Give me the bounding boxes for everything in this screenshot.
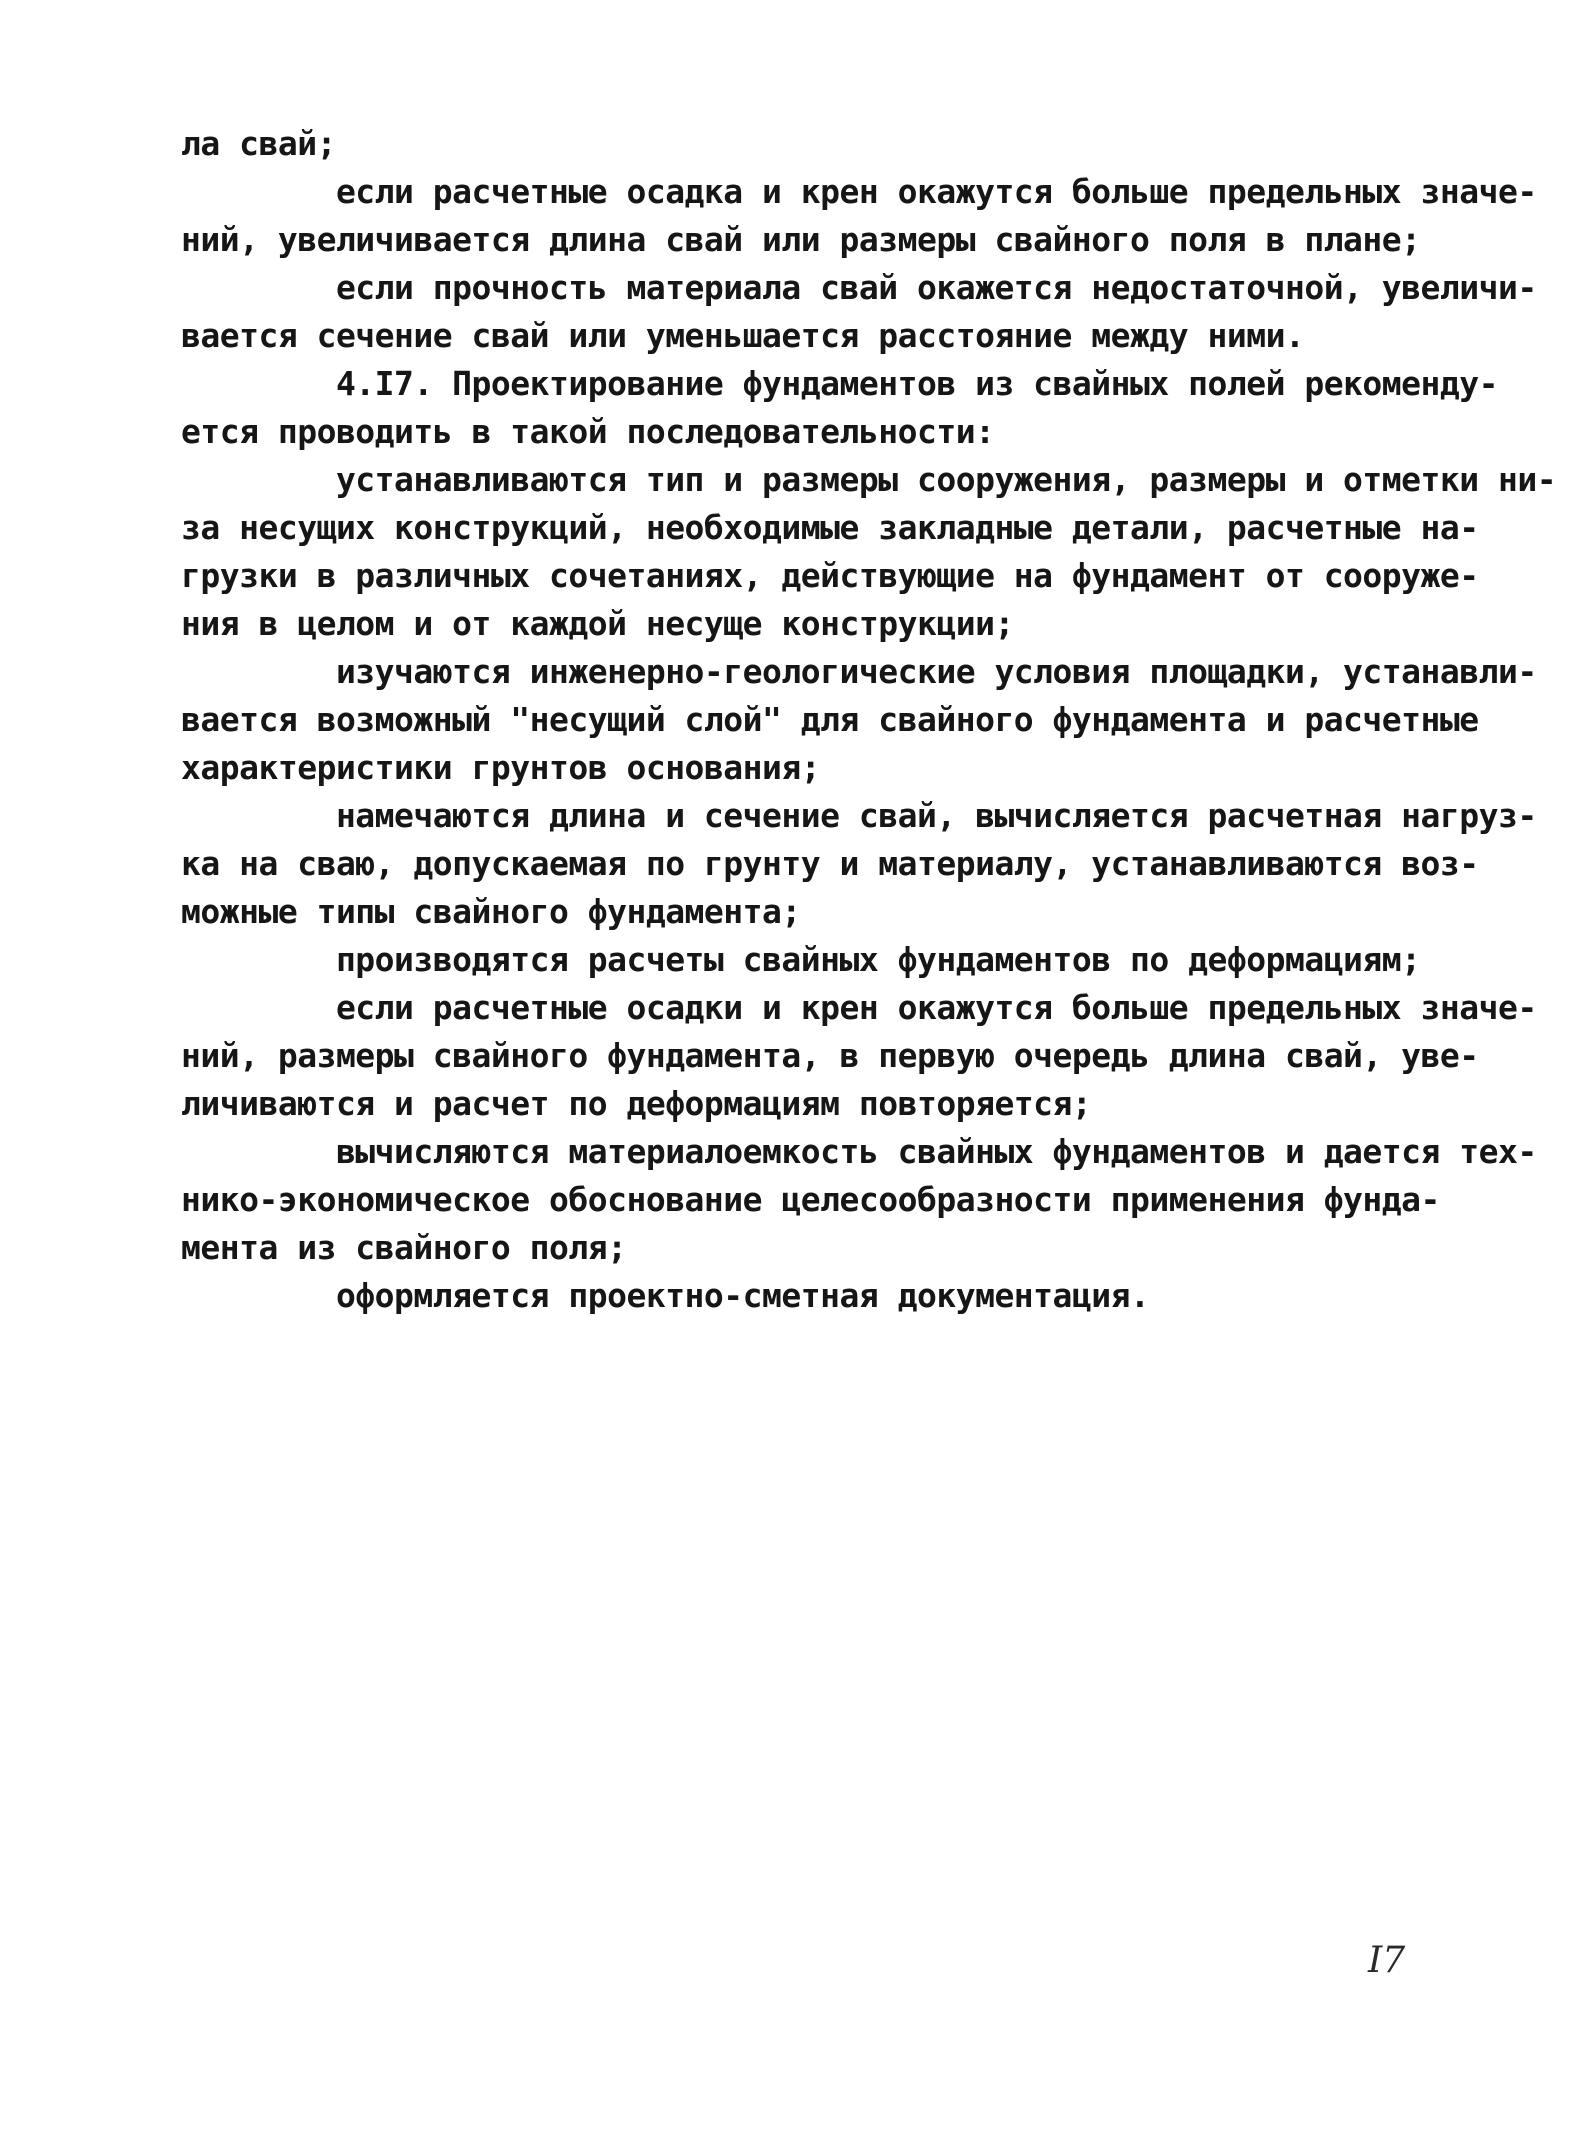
text-line: за несущих конструкций, необходимые закладные детали, расчетные на- [181, 508, 1479, 547]
page-number: I7 [1368, 1940, 1406, 1981]
text-line: грузки в различных сочетаниях, действующие на фундамент от сооруже- [181, 556, 1479, 595]
text-line: устанавливаются тип и размеры сооружения, размеры и отметки ни- [181, 460, 1557, 499]
text-line: ется проводить в такой последовательности: [181, 412, 995, 451]
text-line: если расчетные осадка и крен окажутся больше предельных значе- [181, 172, 1537, 211]
text-line: ний, размеры свайного фундамента, в первую очередь длина свай, уве- [181, 1036, 1479, 1075]
text-line: ний, увеличивается длина свай или размеры свайного поля в плане; [181, 220, 1421, 259]
text-line: ла свай; [181, 124, 336, 163]
text-line: можные типы свайного фундамента; [181, 892, 801, 931]
text-line: мента из свайного поля; [181, 1228, 627, 1267]
text-line: оформляется проектно-сметная документация. [181, 1276, 1150, 1315]
text-line: изучаются инженерно-геологические условия площадки, устанавли- [181, 652, 1537, 691]
text-line: характеристики грунтов основания; [181, 748, 821, 787]
text-line: если расчетные осадки и крен окажутся больше предельных значе- [181, 988, 1537, 1027]
text-line: личиваются и расчет по деформациям повторяется; [181, 1084, 1092, 1123]
text-line: ка на сваю, допускаемая по грунту и материалу, устанавливаются воз- [181, 844, 1479, 883]
text-line: производятся расчеты свайных фундаментов по деформациям; [181, 940, 1421, 979]
text-line: вычисляются материалоемкость свайных фундаментов и дается тех- [181, 1132, 1537, 1171]
text-line: ния в целом и от каждой несуще конструкции; [181, 604, 1014, 643]
text-line: 4.I7. Проектирование фундаментов из свайных полей рекоменду- [181, 364, 1499, 403]
text-line: вается сечение свай или уменьшается расстояние между ними. [181, 316, 1305, 355]
text-line: если прочность материала свай окажется недостаточной, увеличи- [181, 268, 1537, 307]
text-line: намечаются длина и сечение свай, вычисляется расчетная нагруз- [181, 796, 1537, 835]
body-text [181, 120, 1557, 1320]
text-line: вается возможный "несущий слой" для свайного фундамента и расчетные [181, 700, 1479, 739]
text-line: нико-экономическое обоснование целесообразности применения фунда- [181, 1180, 1440, 1219]
